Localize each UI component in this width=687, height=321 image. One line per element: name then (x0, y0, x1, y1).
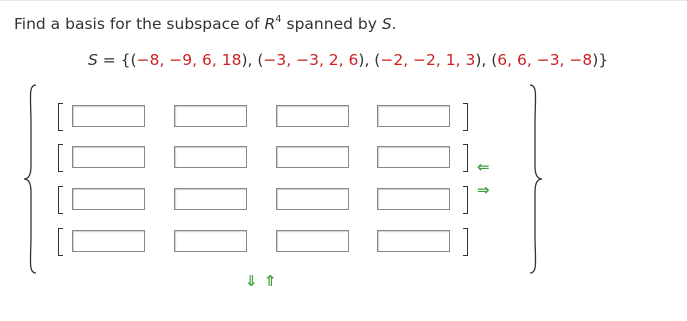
set-definition (88, 51, 608, 69)
answer-cell[interactable] (174, 105, 247, 127)
set-open: = {( (97, 51, 137, 69)
separator: ), ( (241, 51, 264, 69)
answer-cell[interactable] (174, 188, 247, 210)
set-close: )} (592, 51, 609, 69)
answer-cell[interactable] (276, 105, 349, 127)
separator: ), ( (358, 51, 381, 69)
answer-cell[interactable] (72, 188, 145, 210)
right-brace (528, 84, 544, 274)
answer-cell[interactable] (377, 146, 450, 168)
answer-cell[interactable] (276, 230, 349, 252)
row-bracket-right (463, 186, 468, 214)
row-bracket-right (463, 228, 468, 256)
arrow-left-icon[interactable]: ⇐ (477, 158, 490, 176)
set-symbol: S (88, 51, 98, 69)
vector-row (58, 103, 468, 127)
question-text (14, 14, 397, 33)
vector-row (58, 186, 468, 210)
answer-cell[interactable] (377, 188, 450, 210)
space-exponent: 4 (275, 14, 282, 25)
question-prefix: Find a basis for the subspace of (14, 15, 265, 33)
arrow-down-icon[interactable]: ⇓ (245, 272, 258, 290)
row-bracket-left (58, 103, 63, 131)
vector-1: −8, −9, 6, 18 (136, 51, 242, 69)
answer-cell[interactable] (174, 146, 247, 168)
answer-cell[interactable] (276, 146, 349, 168)
answer-cell[interactable] (72, 146, 145, 168)
answer-cell[interactable] (72, 105, 145, 127)
top-divider (0, 0, 687, 1)
arrow-up-icon[interactable]: ⇑ (264, 272, 277, 290)
question-suffix: spanned by (281, 15, 382, 33)
row-bracket-left (58, 186, 63, 214)
answer-cell[interactable] (174, 230, 247, 252)
answer-cell[interactable] (377, 230, 450, 252)
left-brace (22, 84, 38, 274)
space-symbol: R (264, 15, 276, 33)
arrow-right-icon[interactable]: ⇒ (477, 181, 490, 199)
answer-cell[interactable] (72, 230, 145, 252)
question-end: . (391, 15, 397, 33)
vector-4: 6, 6, −3, −8 (497, 51, 593, 69)
vector-row (58, 144, 468, 168)
answer-cell[interactable] (276, 188, 349, 210)
separator: ), ( (475, 51, 498, 69)
row-bracket-left (58, 228, 63, 256)
vector-2: −3, −3, 2, 6 (263, 51, 359, 69)
vector-3: −2, −2, 1, 3 (380, 51, 476, 69)
row-bracket-right (463, 144, 468, 172)
row-bracket-right (463, 103, 468, 131)
set-symbol: S (381, 15, 392, 33)
row-bracket-left (58, 144, 63, 172)
answer-cell[interactable] (377, 105, 450, 127)
vector-row (58, 228, 468, 252)
